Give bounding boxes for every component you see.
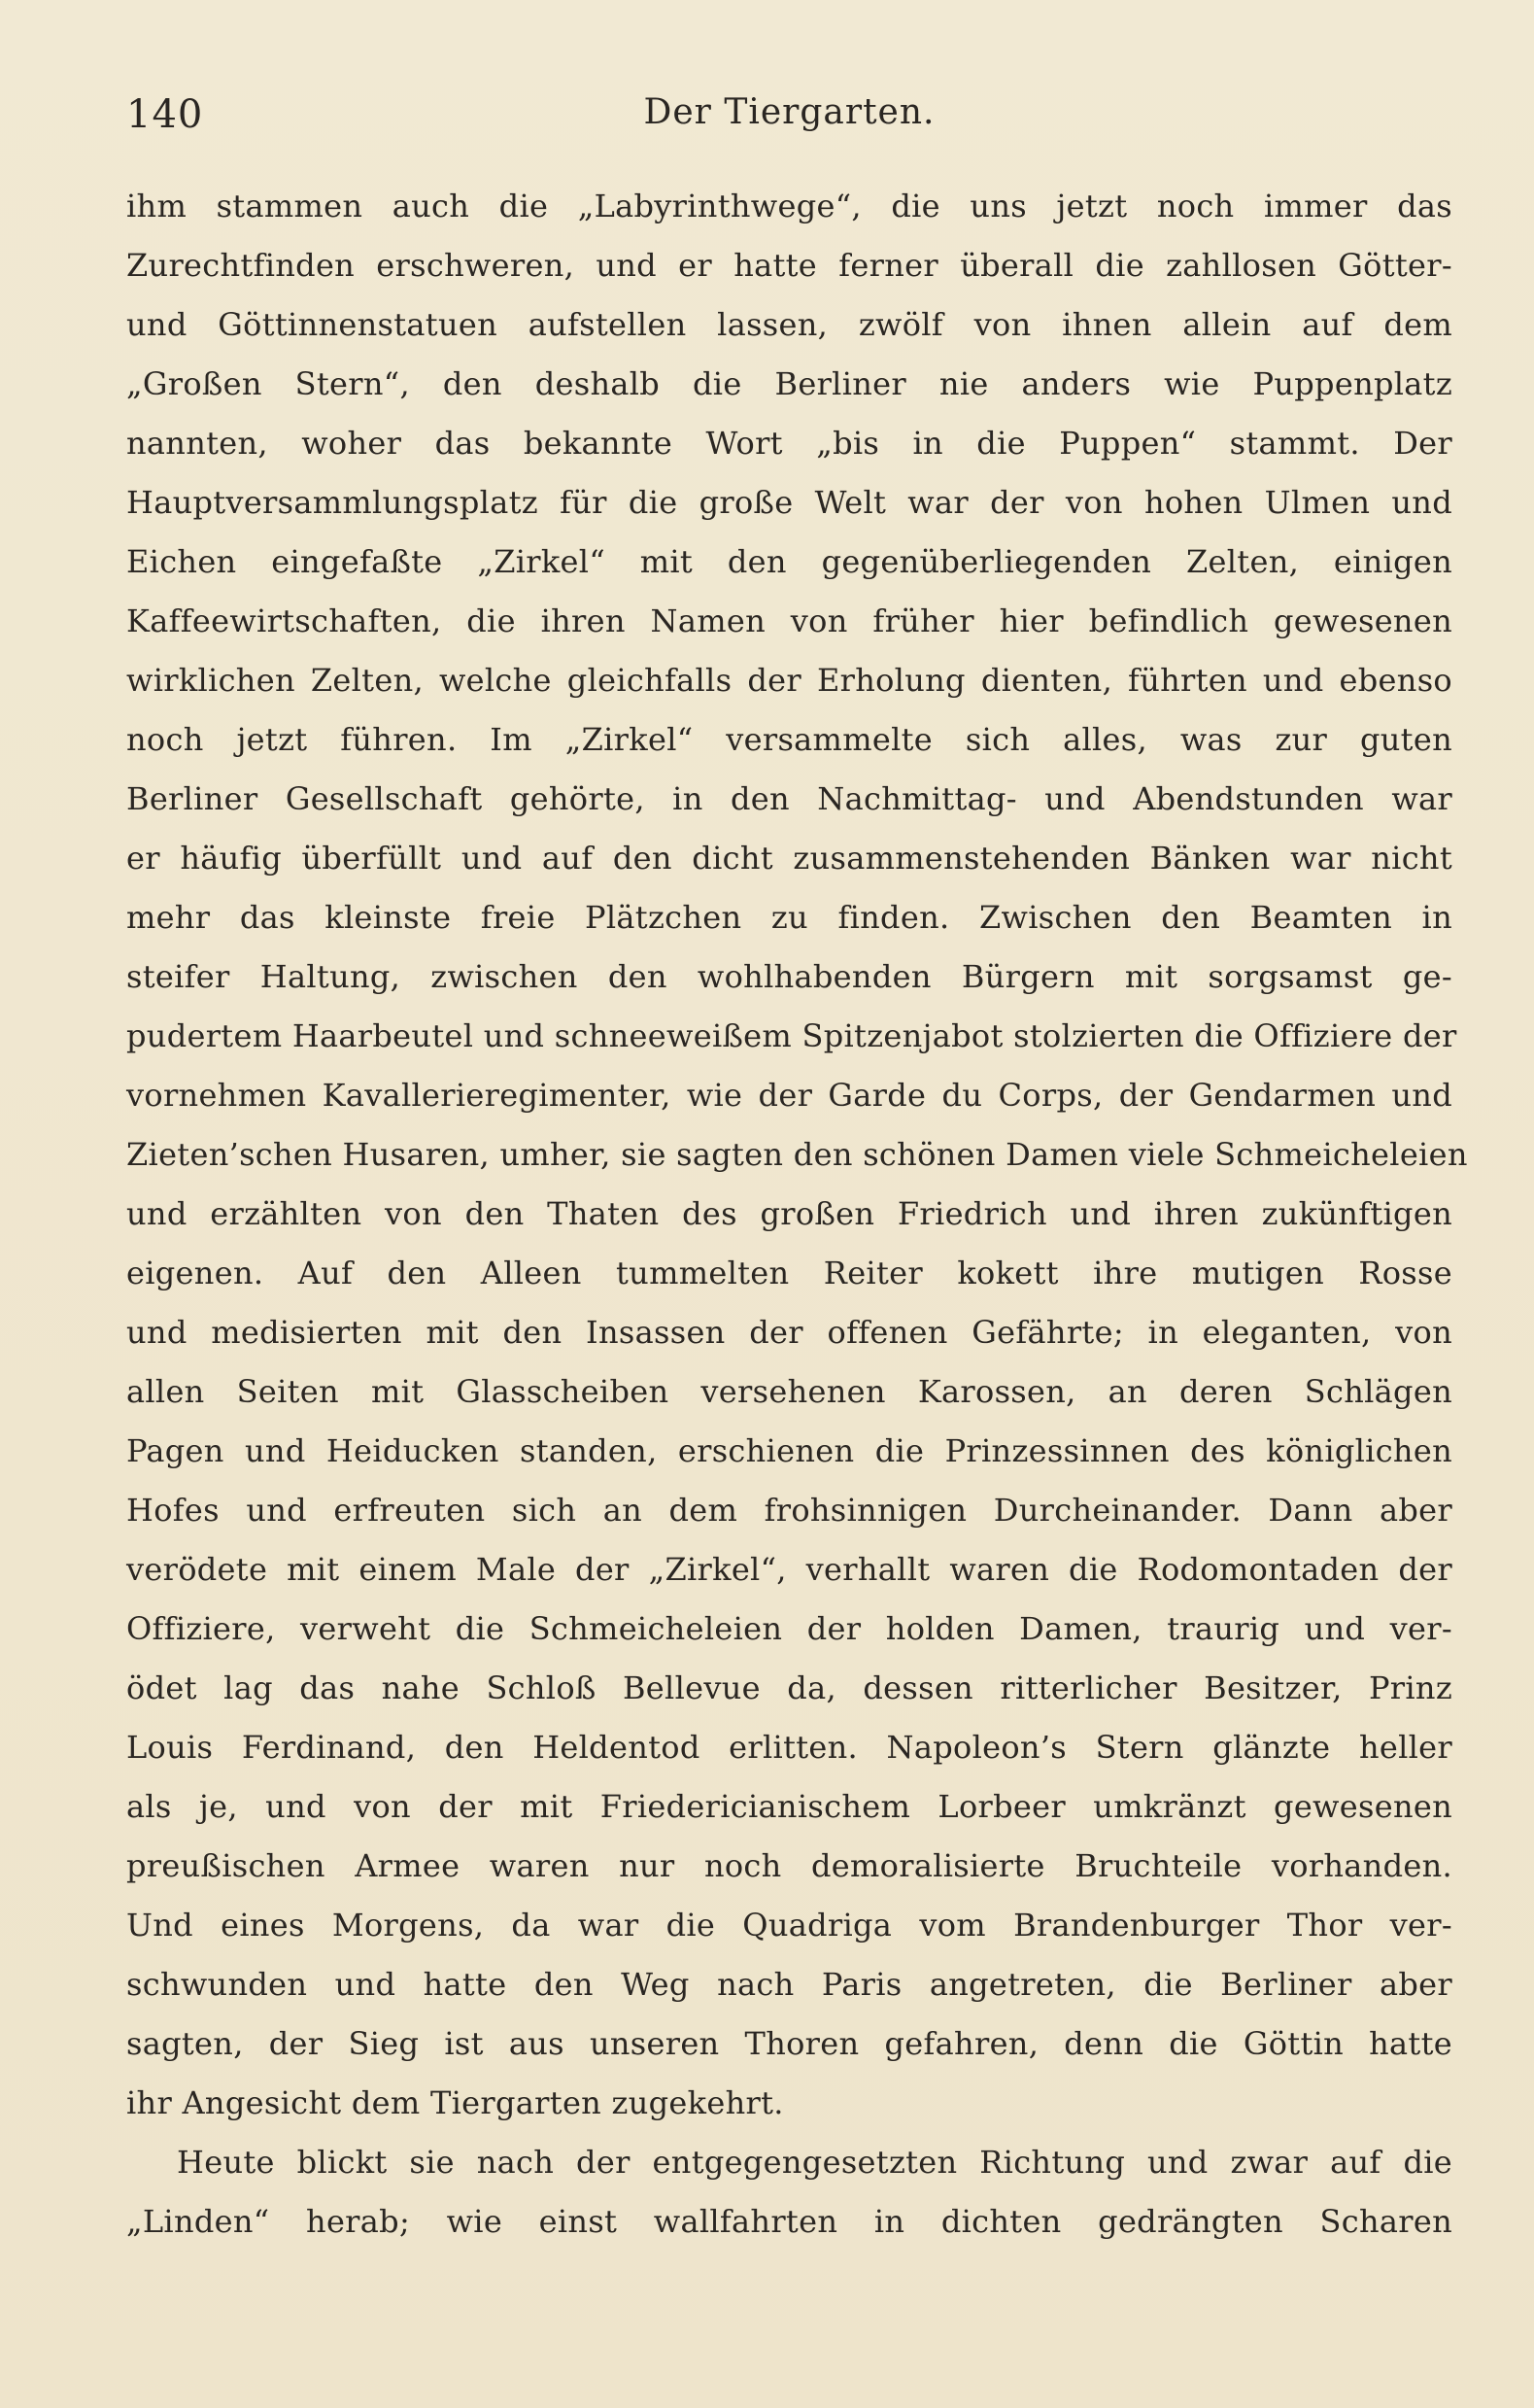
text-line: Louis Ferdinand, den Heldentod erlitten. Napoleon’s Stern glänzte heller [126, 1729, 1452, 1766]
text-line: Pagen und Heiducken standen, erschienen die Prinzessinnen des königlichen [126, 1432, 1452, 1469]
running-head [126, 92, 1452, 151]
paragraph-end-line: ihr Angesicht dem Tiergarten zugekehrt. [126, 2084, 784, 2121]
text-line: Und eines Morgens, da war die Quadriga vom Brandenburger Thor ver- [126, 1907, 1452, 1944]
text-line: Berliner Gesellschaft gehörte, in den Nachmittag- und Abendstunden war [126, 780, 1452, 817]
text-line: Zurechtfinden erschweren, und er hatte ferner überall die zahllosen Götter- [126, 247, 1452, 284]
text-line: noch jetzt führen. Im „Zirkel“ versammelte sich alles, was zur guten [126, 721, 1452, 758]
text-line: allen Seiten mit Glasscheiben versehenen Karossen, an deren Schlägen [126, 1373, 1452, 1410]
text-line: pudertem Haarbeutel und schneeweißem Spitzenjabot stolzierten die Offiziere der [126, 1017, 1457, 1054]
text-line: Zieten’schen Husaren, umher, sie sagten den schönen Damen viele Schmeicheleien [126, 1136, 1468, 1173]
text-line: Hauptversammlungsplatz für die große Welt war der von hohen Ulmen und [126, 484, 1452, 521]
text-line: als je, und von der mit Friedericianischem Lorbeer umkränzt gewesenen [126, 1788, 1452, 1825]
text-line: wirklichen Zelten, welche gleichfalls der Erholung dienten, führten und ebenso [126, 662, 1452, 699]
text-line: er häufig überfüllt und auf den dicht zusammenstehenden Bänken war nicht [126, 840, 1452, 877]
text-line: ihm stammen auch die „Labyrinthwege“, die uns jetzt noch immer das [126, 188, 1452, 224]
text-line: Kaffeewirtschaften, die ihren Namen von früher hier befindlich gewesenen [126, 602, 1452, 639]
text-line: „Großen Stern“, den deshalb die Berliner nie anders wie Puppenplatz [126, 365, 1452, 402]
text-line: und medisierten mit den Insassen der offenen Gefährte; in eleganten, von [126, 1314, 1452, 1351]
running-title: Der Tiergarten. [643, 92, 936, 132]
text-line: ödet lag das nahe Schloß Bellevue da, dessen ritterlicher Besitzer, Prinz [126, 1669, 1452, 1706]
text-line: steifer Haltung, zwischen den wohlhabenden Bürgern mit sorgsamst ge- [126, 958, 1452, 995]
body-text [126, 177, 1468, 2252]
paragraph-start-line: Heute blickt sie nach der entgegengesetzten Richtung und zwar auf die [177, 2144, 1452, 2181]
text-line: „Linden“ herab; wie einst wallfahrten in dichten gedrängten Scharen [126, 2203, 1452, 2240]
text-line: schwunden und hatte den Weg nach Paris angetreten, die Berliner aber [126, 1966, 1452, 2003]
text-line: preußischen Armee waren nur noch demoralisierte Bruchteile vorhanden. [126, 1847, 1452, 1884]
page-number: 140 [126, 92, 204, 137]
text-line: Offiziere, verweht die Schmeicheleien der holden Damen, traurig und ver- [126, 1610, 1452, 1647]
text-line: und erzählten von den Thaten des großen Friedrich und ihren zukünftigen [126, 1195, 1452, 1232]
text-line: verödete mit einem Male der „Zirkel“, verhallt waren die Rodomontaden der [126, 1551, 1452, 1588]
text-line: Eichen eingefaßte „Zirkel“ mit den gegenüberliegenden Zelten, einigen [126, 543, 1452, 580]
text-line: vornehmen Kavallerieregimenter, wie der Garde du Corps, der Gendarmen und [126, 1077, 1452, 1114]
text-line: mehr das kleinste freie Plätzchen zu finden. Zwischen den Beamten in [126, 899, 1452, 936]
text-line: eigenen. Auf den Alleen tummelten Reiter kokett ihre mutigen Rosse [126, 1255, 1452, 1291]
text-line: sagten, der Sieg ist aus unseren Thoren gefahren, denn die Göttin hatte [126, 2025, 1452, 2062]
text-line: Hofes und erfreuten sich an dem frohsinnigen Durcheinander. Dann aber [126, 1492, 1452, 1529]
text-line: und Göttinnenstatuen aufstellen lassen, zwölf von ihnen allein auf dem [126, 306, 1452, 343]
text-line: nannten, woher das bekannte Wort „bis in die Puppen“ stammt. Der [126, 425, 1452, 462]
